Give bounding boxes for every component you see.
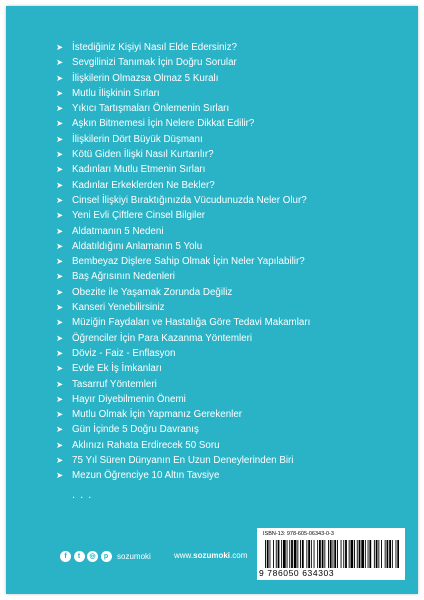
list-item-text: Mutlu Olmak İçin Yapmanız Gerekenler xyxy=(72,409,243,421)
list-item-text: Aklınızı Rahata Erdirecek 50 Soru xyxy=(72,439,220,451)
arrow-icon: ➤ xyxy=(56,256,64,267)
list-item xyxy=(56,224,310,239)
arrow-icon: ➤ xyxy=(56,133,64,144)
list-item-text: Cinsel İlişkiyi Bıraktığınızda Vücudunuzda Neler Olur? xyxy=(72,194,307,206)
arrow-icon: ➤ xyxy=(56,179,64,190)
website-prefix: www. xyxy=(174,551,194,560)
list-item xyxy=(56,315,310,330)
arrow-icon: ➤ xyxy=(56,118,64,129)
list-item-text: Obezite ile Yaşamak Zorunda Değiliz xyxy=(72,286,233,298)
list-item-text: Tasarruf Yöntemleri xyxy=(72,378,157,390)
list-item xyxy=(56,71,310,86)
list-item-text: Baş Ağrısının Nedenleri xyxy=(72,271,175,283)
social-handle: sozumoki xyxy=(117,551,151,561)
list-item-text: Evde Ek İş İmkanları xyxy=(72,363,162,375)
isbn-text: ISBN-13: 978-605-06343-0-3 xyxy=(263,531,334,537)
arrow-icon: ➤ xyxy=(56,72,64,83)
list-item-text: Aldatmanın 5 Nedeni xyxy=(72,225,164,237)
list-item xyxy=(56,468,310,483)
list-item xyxy=(56,208,310,223)
list-item-text: Kanseri Yenebilirsiniz xyxy=(72,302,165,314)
ellipsis: . . . xyxy=(72,489,93,501)
list-item-text: Müziğin Faydaları ve Hastalığa Göre Tedavi Makamları xyxy=(72,317,311,329)
book-back-cover xyxy=(6,6,418,594)
list-item-text: Döviz - Faiz - Enflasyon xyxy=(72,347,176,359)
list-item xyxy=(56,254,310,269)
list-item-text: Kadınlar Erkeklerden Ne Bekler? xyxy=(72,179,215,191)
list-item xyxy=(56,346,310,361)
arrow-icon: ➤ xyxy=(56,240,64,251)
arrow-icon: ➤ xyxy=(56,409,64,420)
list-item xyxy=(56,438,310,453)
list-item-text: İlişkilerin Dört Büyük Düşmanı xyxy=(72,133,203,145)
list-item xyxy=(56,377,310,392)
arrow-icon: ➤ xyxy=(56,42,64,52)
website-name: sozumoki xyxy=(193,551,231,560)
list-item xyxy=(56,193,310,208)
list-item-text: Kötü Giden İlişki Nasıl Kurtarılır? xyxy=(72,149,214,161)
list-item xyxy=(56,40,310,55)
list-item-text: Mezun Öğrenciye 10 Altın Tavsiye xyxy=(72,470,220,482)
arrow-icon: ➤ xyxy=(56,378,64,389)
arrow-icon: ➤ xyxy=(56,87,64,98)
list-item xyxy=(56,300,310,315)
list-item-text: Yıkıcı Tartışmaları Önlemenin Sırları xyxy=(72,103,230,115)
list-item xyxy=(56,132,310,147)
list-item-text: Öğrenciler İçin Para Kazanma Yöntemleri xyxy=(72,332,253,344)
arrow-icon: ➤ xyxy=(56,210,64,221)
arrow-icon: ➤ xyxy=(56,103,64,114)
facebook-icon[interactable]: f xyxy=(60,551,71,562)
social-links xyxy=(60,550,151,562)
arrow-icon: ➤ xyxy=(56,225,64,236)
list-item xyxy=(56,116,310,131)
list-item-text: Sevgilinizi Tanımak İçin Doğru Sorular xyxy=(72,57,237,69)
arrow-icon: ➤ xyxy=(56,332,64,343)
list-item xyxy=(56,101,310,116)
list-item xyxy=(56,162,310,177)
list-item xyxy=(56,285,310,300)
list-item-text: Aşkın Bitmemesi İçin Nelere Dikkat Edilir? xyxy=(72,118,255,130)
list-item xyxy=(56,178,310,193)
arrow-icon: ➤ xyxy=(56,347,64,358)
arrow-icon: ➤ xyxy=(56,271,64,282)
barcode-icon xyxy=(265,540,399,568)
list-item xyxy=(56,392,310,407)
list-item-text: Gün İçinde 5 Doğru Davranış xyxy=(72,424,199,436)
barcode-box xyxy=(257,528,405,580)
arrow-icon: ➤ xyxy=(56,363,64,374)
arrow-icon: ➤ xyxy=(56,149,64,160)
arrow-icon: ➤ xyxy=(56,393,64,404)
arrow-icon: ➤ xyxy=(56,424,64,435)
website-url[interactable] xyxy=(174,551,247,560)
arrow-icon: ➤ xyxy=(56,302,64,313)
list-item xyxy=(56,407,310,422)
list-item-text: Bembeyaz Dişlere Sahip Olmak İçin Neler Yapılabilir? xyxy=(72,256,305,268)
list-item xyxy=(56,331,310,346)
list-item-text: Mutlu İlişkinin Sırları xyxy=(72,87,160,99)
list-item xyxy=(56,55,310,70)
arrow-icon: ➤ xyxy=(56,317,64,328)
list-item-text: İlişkilerin Olmazsa Olmaz 5 Kuralı xyxy=(72,72,219,84)
list-item xyxy=(56,453,310,468)
list-item xyxy=(56,147,310,162)
list-item xyxy=(56,361,310,376)
arrow-icon: ➤ xyxy=(56,164,64,175)
list-item xyxy=(56,269,310,284)
list-item xyxy=(56,239,310,254)
list-item-text: Kadınları Mutlu Etmenin Sırları xyxy=(72,164,206,176)
arrow-icon: ➤ xyxy=(56,286,64,297)
list-item-text: Yeni Evli Çiftlere Cinsel Bilgiler xyxy=(72,210,206,222)
list-item xyxy=(56,422,310,437)
topic-list xyxy=(56,40,310,484)
barcode-number: 9 786050 634303 xyxy=(259,568,335,578)
arrow-icon: ➤ xyxy=(56,439,64,450)
arrow-icon: ➤ xyxy=(56,194,64,205)
pinterest-icon[interactable]: p xyxy=(101,551,112,562)
list-item-text: Aldatıldığını Anlamanın 5 Yolu xyxy=(72,240,203,252)
list-item-text: İstediğiniz Kişiyi Nasıl Elde Edersiniz? xyxy=(72,42,237,53)
instagram-icon[interactable]: ◎ xyxy=(87,551,98,562)
twitter-icon[interactable]: t xyxy=(74,551,85,562)
list-item xyxy=(56,86,310,101)
arrow-icon: ➤ xyxy=(56,57,64,68)
website-suffix: .com xyxy=(230,551,248,560)
list-item-text: 75 Yıl Süren Dünyanın En Uzun Deneylerinden Biri xyxy=(72,455,294,467)
list-item-text: Hayır Diyebilmenin Önemi xyxy=(72,393,186,405)
arrow-icon: ➤ xyxy=(56,470,64,481)
arrow-icon: ➤ xyxy=(56,455,64,466)
